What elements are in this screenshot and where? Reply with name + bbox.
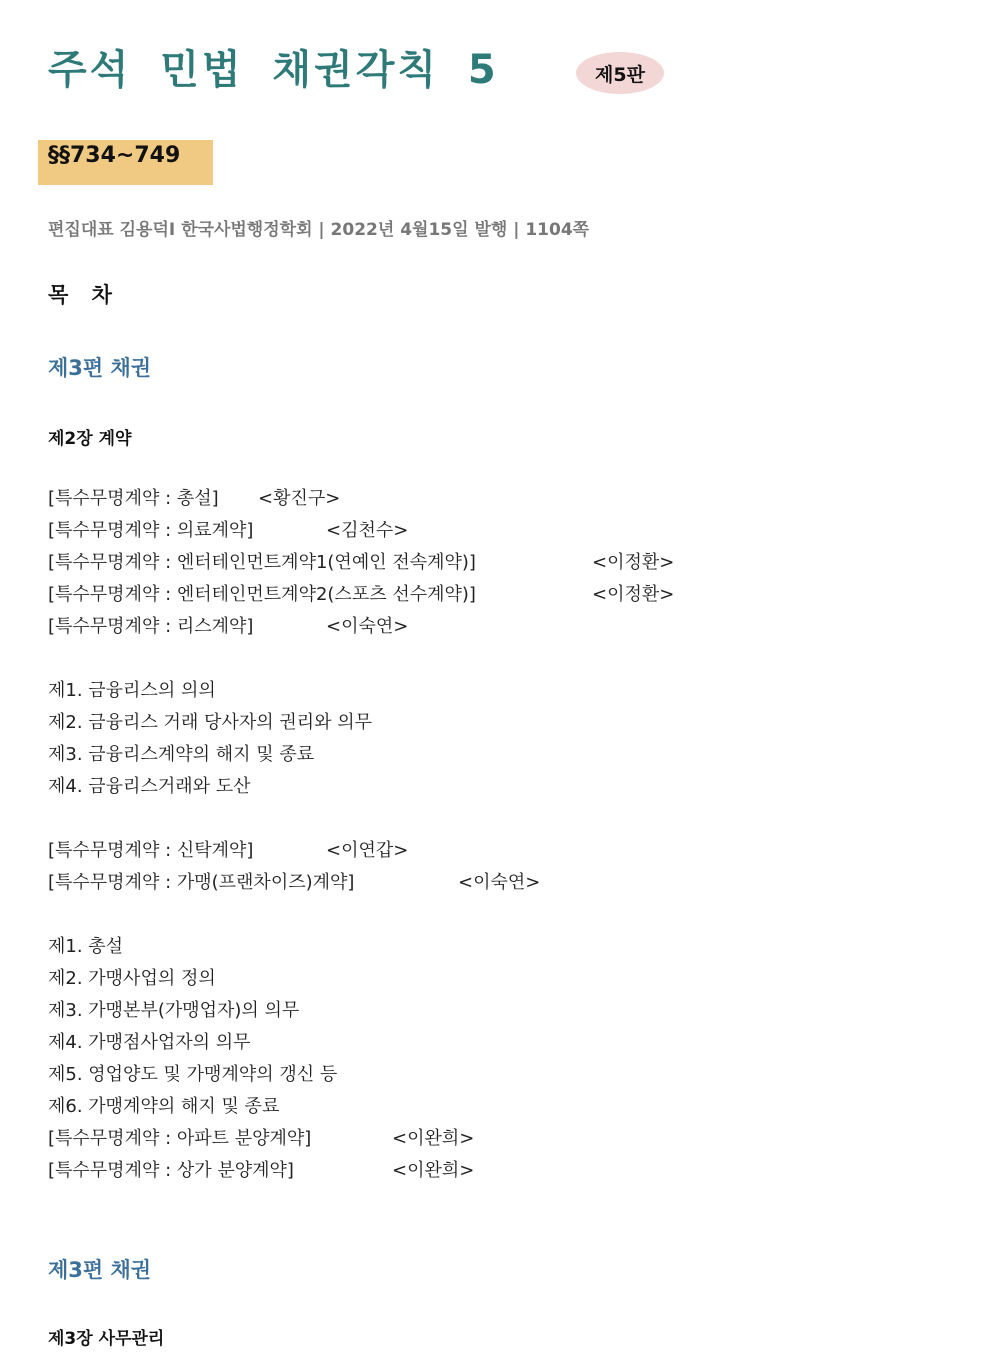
toc-entry-author: <이숙연>	[326, 616, 409, 637]
toc-entry-title: [특수무명계약 : 엔터테인먼트계약1(연예인 전속계약)]	[48, 552, 476, 573]
toc-entry	[48, 611, 409, 643]
edition-badge: 제5판	[576, 52, 664, 94]
toc-entry-author: <이연갑>	[326, 840, 409, 861]
toc-entry-title: [특수무명계약 : 총설]	[48, 488, 219, 509]
toc-subentry: 제2. 가맹사업의 정의	[48, 968, 216, 989]
toc-entry-author: <이완희>	[392, 1128, 475, 1149]
toc-entry-title: [특수무명계약 : 엔터테인먼트계약2(스포츠 선수계약)]	[48, 584, 476, 605]
toc-heading: 목 차	[48, 283, 120, 307]
chapter-heading: 제3장 사무관리	[48, 1329, 165, 1349]
toc-entry-author: <황진구>	[258, 488, 341, 509]
section-range-label: §§734~749	[38, 140, 213, 185]
toc-entry-title: [특수무명계약 : 리스계약]	[48, 616, 254, 637]
toc-entry	[48, 579, 675, 611]
toc-entry-title: [특수무명계약 : 가맹(프랜차이즈)계약]	[48, 872, 355, 893]
toc-subentry: 제5. 영업양도 및 가맹계약의 갱신 등	[48, 1064, 338, 1085]
toc-entry-author: <이숙연>	[458, 872, 541, 893]
chapter-heading: 제2장 계약	[48, 429, 132, 449]
toc-subentry: 제3. 금융리스계약의 해지 및 종료	[48, 744, 315, 765]
part-heading: 제3편 채권	[48, 356, 152, 380]
toc-subentry: 제6. 가맹계약의 해지 및 종료	[48, 1096, 280, 1117]
toc-entry-title: [특수무명계약 : 의료계약]	[48, 520, 254, 541]
toc-entry	[48, 835, 409, 867]
part-heading: 제3편 채권	[48, 1258, 152, 1282]
toc-subentry: 제4. 가맹점사업자의 의무	[48, 1032, 251, 1053]
toc-subentry: 제2. 금융리스 거래 당사자의 권리와 의무	[48, 712, 372, 733]
toc-entry-author: <이완희>	[392, 1160, 475, 1181]
toc-subentry: 제4. 금융리스거래와 도산	[48, 776, 251, 797]
toc-entry-title: [특수무명계약 : 아파트 분양계약]	[48, 1128, 312, 1149]
toc-entry	[48, 483, 341, 515]
book-title: 주석 민법 채권각칙 5	[48, 47, 499, 93]
toc-entry	[48, 1123, 475, 1155]
toc-entry	[48, 867, 541, 899]
toc-subentry: 제3. 가맹본부(가맹업자)의 의무	[48, 1000, 300, 1021]
toc-entry	[48, 515, 409, 547]
toc-entry	[48, 1155, 475, 1187]
toc-entry-author: <이정환>	[592, 584, 675, 605]
toc-subentry: 제1. 총설	[48, 936, 124, 957]
toc-entry-title: [특수무명계약 : 신탁계약]	[48, 840, 254, 861]
toc-entry-author: <김천수>	[326, 520, 409, 541]
toc-entry	[48, 547, 675, 579]
toc-entry-author: <이정환>	[592, 552, 675, 573]
toc-subentry: 제1. 금융리스의 의의	[48, 680, 216, 701]
publication-info: 편집대표 김용덕I 한국사법행정학회 | 2022년 4월15일 발행 | 1104쪽	[48, 220, 590, 240]
toc-entry-title: [특수무명계약 : 상가 분양계약]	[48, 1160, 294, 1181]
